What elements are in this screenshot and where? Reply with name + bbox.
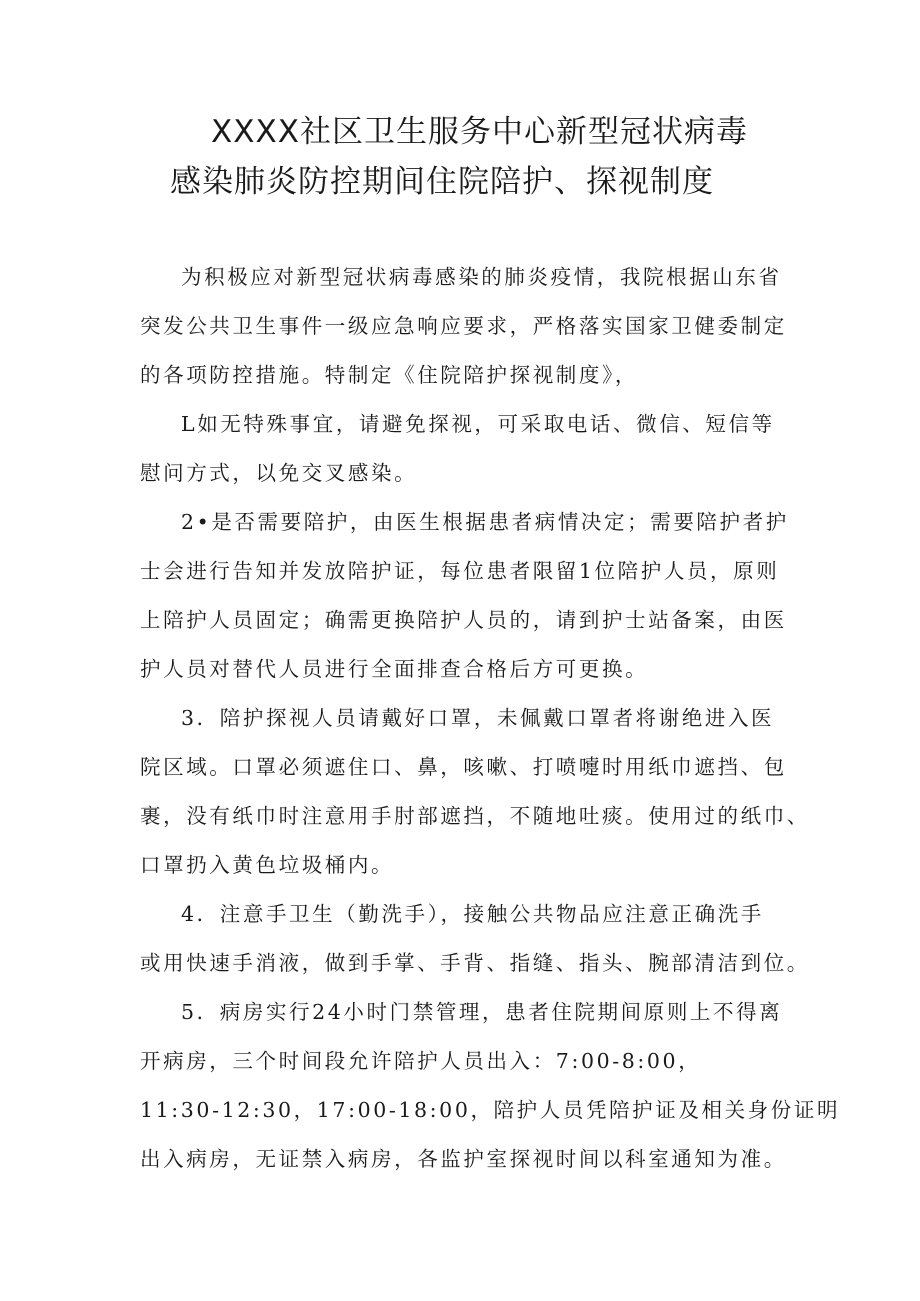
paragraph-line: L如无特殊事宜，请避免探视，可采取电话、微信、短信等 (181, 412, 775, 436)
paragraph-line: 院区域。口罩必须遮住口、鼻，咳嗽、打喷嚏时用纸巾遮挡、包 (140, 755, 787, 779)
paragraph-rule-4 (140, 890, 810, 988)
paragraph-line: 突发公共卫生事件一级应急响应要求，严格落实国家卫健委制定 (140, 314, 787, 338)
paragraph-intro (140, 253, 790, 400)
document-title-line-2: 感染肺炎防控期间住院陪护、探视制度 (170, 164, 714, 200)
paragraph-line: 11:30-12:30，17:00-18:00，陪护人员凭陪护证及相关身份证明 (140, 1098, 841, 1122)
paragraph-line: 5．病房实行24小时门禁管理，患者住院期间原则上不得离 (181, 1000, 783, 1024)
paragraph-line: 口罩扔入黄色垃圾桶内。 (140, 853, 395, 877)
paragraph-line: 开病房，三个时间段允许陪护人员出入：7:00-8:00， (140, 1049, 702, 1073)
paragraph-rule-1 (140, 400, 790, 498)
paragraph-line: 3．陪护探视人员请戴好口罩，未佩戴口罩者将谢绝进入医 (181, 706, 775, 730)
paragraph-line: 护人员对替代人员进行全面排查合格后方可更换。 (140, 657, 649, 681)
paragraph-line: 士会进行告知并发放陪护证，每位患者限留1位陪护人员，原则 (140, 559, 780, 583)
paragraph-rule-3 (140, 694, 810, 890)
paragraph-line: 4．注意手卫生（勤洗手），接触公共物品应注意正确洗手 (181, 902, 764, 926)
paragraph-rule-5 (140, 988, 841, 1184)
paragraph-line: 2•是否需要陪护，由医生根据患者病情决定；需要陪护者护 (181, 510, 789, 534)
paragraph-line: 出入病房，无证禁入病房，各监护室探视时间以科室通知为准。 (140, 1147, 787, 1171)
paragraph-line: 上陪护人员固定；确需更换陪护人员的，请到护士站备案，由医 (140, 608, 787, 632)
paragraph-line: 的各项防控措施。特制定《住院陪护探视制度》， (140, 363, 638, 387)
paragraph-line: 为积极应对新型冠状病毒感染的肺炎疫情，我院根据山东省 (181, 265, 782, 289)
document-title-line-1: XXXX社区卫生服务中心新型冠状病毒 (211, 114, 748, 150)
paragraph-line: 裹，没有纸巾时注意用手肘部遮挡，不随地吐痰。使用过的纸巾、 (140, 804, 810, 828)
paragraph-line: 或用快速手消液，做到手掌、手背、指缝、指头、腕部清洁到位。 (140, 951, 810, 975)
document-body (140, 253, 841, 1184)
paragraph-line: 慰问方式，以免交叉感染。 (140, 461, 418, 485)
paragraph-rule-2 (140, 498, 790, 694)
